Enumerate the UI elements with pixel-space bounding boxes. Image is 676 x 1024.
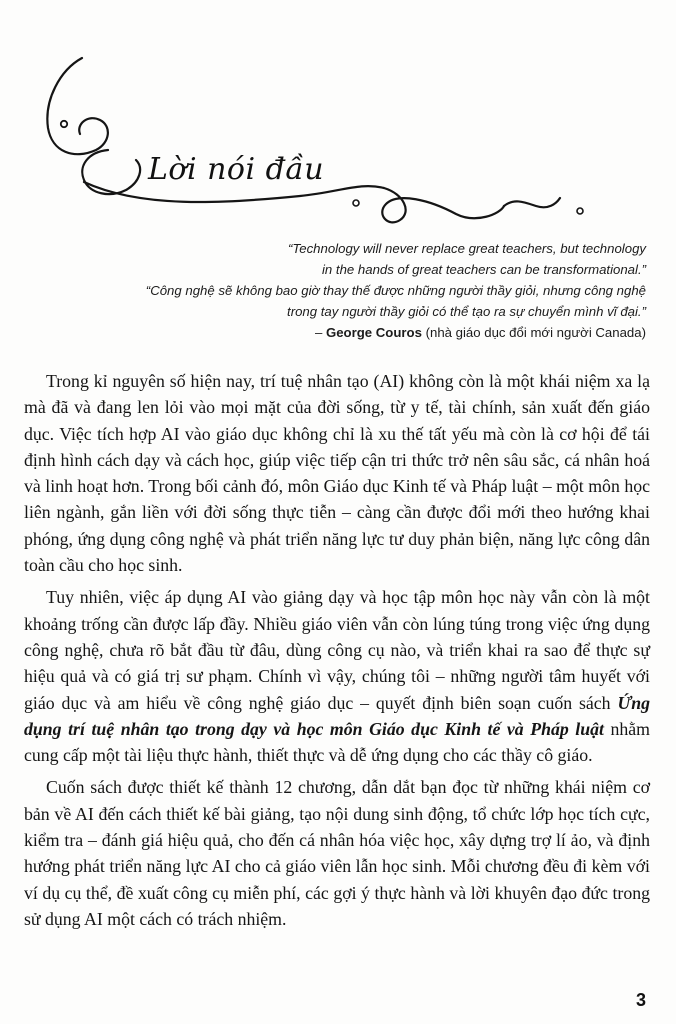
book-title: Ứng dụng trí tuệ nhân tạo trong dạy và học môn Giáo dục Kinh tế và Pháp luật [24,692,650,739]
page-number: 3 [635,990,646,1010]
paragraph-text: Tuy nhiên, việc áp dụng AI vào giảng dạy và học tập môn học này vẫn còn là một khoảng trống cần được lấp đầy. Nhiều giáo viên vẫn còn lúng túng trong việc ứng dụng công nghệ, chưa rõ bắt đầu từ đâu, dùng công cụ nào, và triển khai ra sao để thực sự hiệu quả và có giá trị sư phạm. Chính vì vậy, chúng tôi – những người tâm huyết với giáo dục và am hiểu về công nghệ giáo dục – quyết định biên soạn cuốn sách [24,587,650,713]
epigraph [46,238,646,343]
epigraph-author [46,322,646,343]
page-title: Lời nói đầu [148,152,325,187]
preface-body [24,368,650,938]
decorative-flourish [0,0,676,240]
paragraph: Trong kỉ nguyên số hiện nay, trí tuệ nhân tạo (AI) không còn là một khái niệm xa lạ mà đã và đang len lỏi vào mọi mặt của đời sống, từ y tế, tài chính, sản xuất đến giáo dục. Việc tích hợp AI vào giáo dục không chỉ là xu thế tất yếu mà còn là cơ hội để tái định hình cách dạy và cách học, giúp việc tiếp cận tri thức trở nên sâu sắc, cá nhân hoá và linh hoạt hơn. Trong bối cảnh đó, môn Giáo dục Kinh tế và Pháp luật – một môn học liên ngành, gắn liền với đời sống thực tiễn – càng cần được đổi mới theo hướng khai phóng, ứng dụng công nghệ và phát triển năng lực tư duy phản biện, năng lực công dân toàn cầu cho học sinh. [24,371,650,576]
paragraph-text: nhằm cung cấp một tài liệu thực hành, thiết thực và dễ ứng dụng cho các thầy cô giáo. [24,718,651,766]
epigraph-vietnamese-line: trong tay người thầy giỏi có thể tạo ra sự chuyển mình vĩ đại.” [287,304,646,319]
epigraph-english-line: “Technology will never replace great teachers, but technology [288,241,646,256]
author-name: George Couros [325,325,422,340]
epigraph-vietnamese-line: “Công nghệ sẽ không bao giờ thay thế được những người thầy giỏi, nhưng công nghệ [145,283,646,298]
author-note: (nhà giáo dục đổi mới người Canada) [421,325,646,340]
paragraph: Cuốn sách được thiết kế thành 12 chương, dẫn dắt bạn đọc từ những khái niệm cơ bản về AI đến cách thiết kế bài giảng, tạo nội dung sinh động, tổ chức lớp học tích cực, kiểm tra – đánh giá hiệu quả, cho đến cá nhân hóa việc học, xây dựng trợ lí ảo, và định hướng phát triển năng lực AI cho cả giáo viên lẫn học sinh. Mỗi chương đều đi kèm với ví dụ cụ thể, đề xuất công cụ miễn phí, các gợi ý thực hành và lời khuyên đạo đức trong sử dụng AI một cách có trách nhiệm. [24,777,650,929]
epigraph-english-line: in the hands of great teachers can be transformational.” [321,262,646,277]
author-dash: – [314,325,326,340]
paragraph [24,584,650,768]
